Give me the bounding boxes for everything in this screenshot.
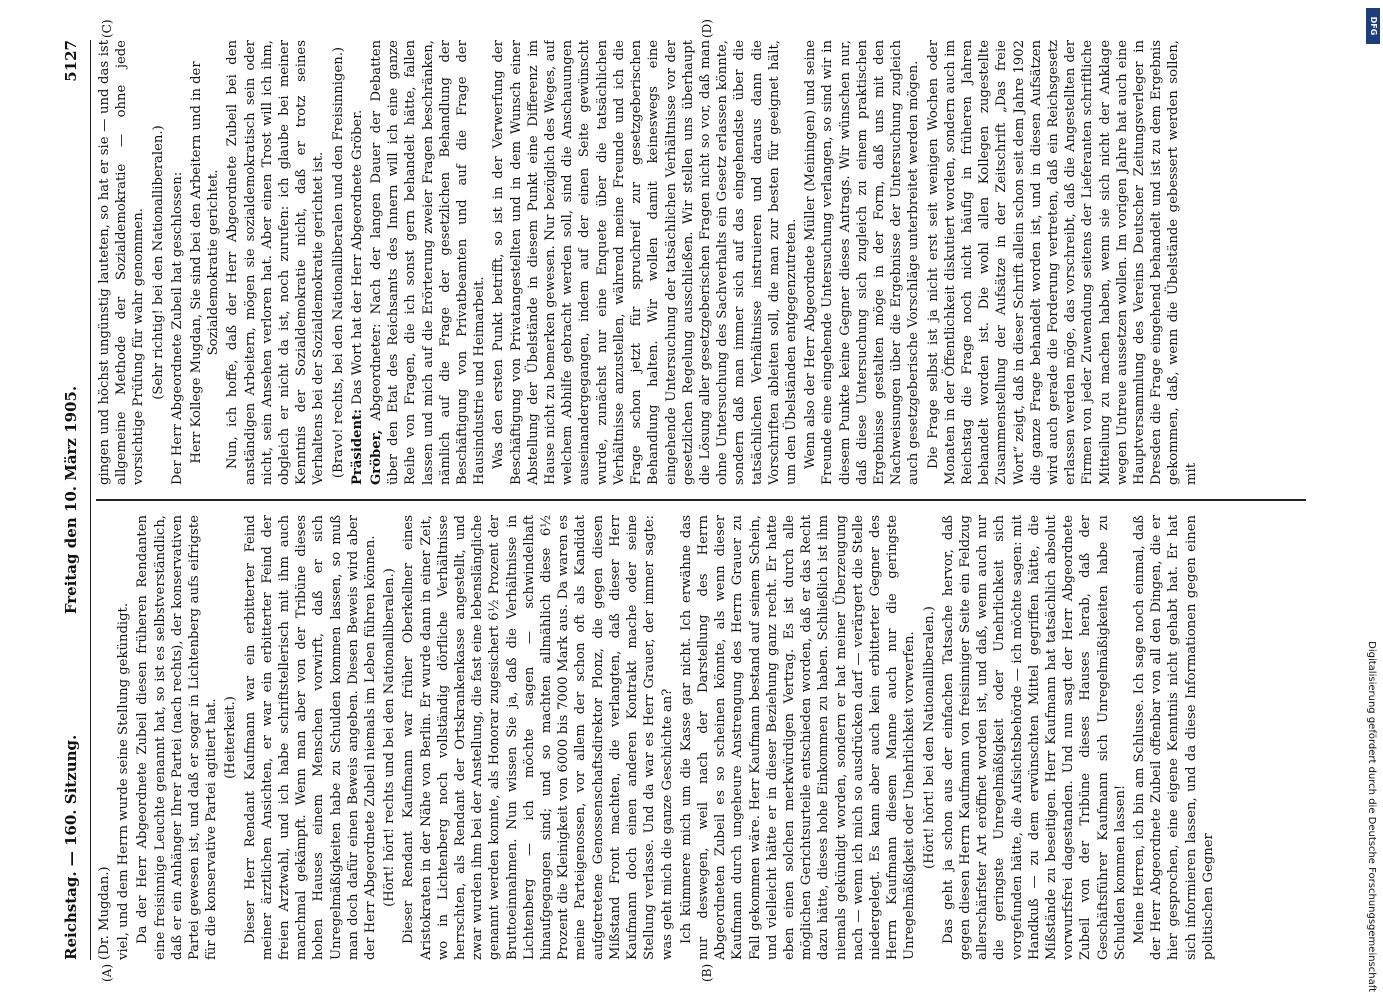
paragraph <box>224 40 327 485</box>
left-column <box>96 515 1311 960</box>
paragraph-text: (Sehr richtig! bei den Nationalliberalen.) <box>150 125 166 400</box>
paragraph-text: Dieser Herr Rendant Kaufmann war ein erbitterter Feind meiner ärztlichen Ansichten, er war ein erbitterter Feind der freien Arztwahl, und ich habe schriftstellerisch mit ihm auch manchmal gekämpft. Wenn man aber von der Tribüne dieses hohen Hauses einem Menschen vorwirft, daß er sich Unregelmäßigkeiten habe zu Schulden kommen lassen, so muß man doch dafür einen Beweis angeben. Diesen Beweis wird aber der Herr Abgeordnete Zubeil niemals im Leben führen können. <box>242 515 379 960</box>
paragraph <box>1131 515 1217 960</box>
paragraph <box>330 40 347 485</box>
paragraph-text: (Heiterkeit.) <box>223 696 239 779</box>
paragraph-text: Das geht ja schon aus der einfachen Tatsache hervor, daß gegen diesen Herrn Kaufmann von freisinniger Seite ein Feldzug allerschärfster Art eröffnet worden ist, und daß, wenn auch nur die geringste Unregelmäßigkeit oder Unehrlichkeit sich vorgefunden hätte, die Aufsichtsbehörde — ich möchte sagen: mit Handkuß — zu dem erwünschten Mittel gegriffen hätte, die Mißstände zu beseitigen. Herr Kaufmann hat tatsächlich absolut vorwurfsfrei dagestanden. Und nun sagt der Herr Abgeordnete Zubeil von der Tribüne dieses Hauses herab, daß der Geschäftsführer Kaufmann sich Unregelmäßigkeiten habe zu Schulden kommen lassen! <box>940 515 1128 960</box>
paragraph <box>921 515 938 960</box>
paragraph-text: viel, und dem Herrn wurde seine Stellung gekündigt. <box>116 602 132 960</box>
margin-marker-c: (C) <box>100 19 114 38</box>
paragraph <box>925 40 1200 485</box>
margin-marker-d: (D) <box>700 19 714 38</box>
rotated-page-content <box>60 19 1320 982</box>
paragraph-text: Abgeordneter: Nach der langen Dauer der Debatten über den Etat des Reichsamts des Innern will ich eine ganze Reihe von Fragen, die ich sonst gern behandelt hätte, fallen lassen und mich auf die Erörterung zweier Fragen beschränken, nämlich auf die Frage der gesetzlichen Behandlung der Beschäftigung von Privatbeamten und auf die Frage der Hausindustrie und Heimarbeit. <box>369 40 488 485</box>
paragraph-text: Wenn also der Herr Abgeordnete Müller (Meiningen) und seine Freunde eine eingehende Untersuchung verlangen, so sind wir in diesem Punkte keine Gegner dieses Antrags. Wir wünschen nur, daß diese Untersuchung sich zugleich zu einem praktischen Ergebnisse gestalten möge in der Form, daß uns mit den Nachweisungen über die Ergebnisse der Untersuchung zugleich auch gesetzgeberische Vorschläge unterbreitet werden mögen. <box>803 40 922 485</box>
column-divider <box>96 500 1306 502</box>
margin-marker-b: (B) <box>700 963 714 982</box>
paragraph <box>678 515 919 960</box>
paragraph-text: Das Wort hat der Herr Abgeordnete Gröber. <box>349 109 365 409</box>
paragraph <box>400 515 675 960</box>
paragraph-text: Ich kümmere mich um die Kasse gar nicht. Ich erwähne das nur deswegen, weil nach der Darstellung des Herrn Abgeordneten Zubeil es so scheinen könnte, als wenn dieser Kaufmann durch ungeheure Anstrengung des Herrn Grauer zu Fall gekommen wäre. Herr Kaufmann bestand auf seinem Schein, und vielleicht hätte er in dieser Beziehung ganz recht. Er hatte eben einen solchen merkwürdigen Vertrag. Es ist durch alle möglichen Gerichtsurteile entschieden worden, daß er das Recht dazu hätte, dieses hohe Einkommen zu haben. Schließlich ist ihm niemals gekündigt worden, sondern er hat meiner Überzeugung nach — wenn ich mich so ausdrücken darf — verärgert die Stelle niedergelegt. Es kann aber auch kein erbitterter Gegner des Herrn Kaufmann diesem Manne auch nur die geringste Unregelmäßigkeit oder Unehrlichkeit vorwerfen. <box>678 515 918 960</box>
dfg-logo: DFG <box>1366 8 1380 44</box>
paragraph <box>940 515 1129 960</box>
header-date: Freitag den 10. März 1905. <box>62 385 80 615</box>
paragraph-text: Der Herr Abgeordnete Zubeil hat geschlossen: <box>169 171 185 485</box>
header-left: Reichstag. — 160. Sitzung. <box>62 734 80 960</box>
paragraph-text: Dieser Rendant Kaufmann war früher Oberkellner eines Aristokraten in der Nähe von Berlin. Er wurde dann in einer Zeit, wo in Lichtenberg noch vollständig dörfliche Verhältnisse herrschten, als Rendant der Ortskrankenkasse angestellt, und zwar wurden ihm bei der Anstellung, die fast eine lebenslängliche genannt werden konnte, als Honorar zugesichert 6½ Prozent der Bruttoeinnahmen. Nun wissen Sie ja, daß die Verhältnisse in Lichtenberg — ich möchte sagen — schwindelhaft hinaufgegangen sind; und so machten allmählich diese 6½ Prozent die Kleinigkeit von 6000 bis 7000 Mark aus. Da waren es meine Parteigenossen, vor allem der schon oft als Kandidat aufgetretene Genossenschaftsdirektor Plonz, die gegen diesen Mißstand Front machten, die verlangten, daß dieser Herr Kaufmann doch einen anderen Kontrakt mache oder seine Stellung verlasse. Und da war es Herr Grauer, der immer sagte: was geht mich die ganze Geschichte an? <box>401 515 675 960</box>
page-header <box>60 40 88 960</box>
speaker-name: Präsident: <box>349 408 365 485</box>
paragraph <box>169 40 186 485</box>
paragraph <box>222 515 239 960</box>
credit-text: Digitalisierung gefördert durch die Deutsche Forschungsgemeinschaft <box>1366 641 1377 992</box>
paragraph <box>349 40 366 485</box>
speaker-name: Gröber, <box>369 429 385 485</box>
right-column <box>96 40 1311 485</box>
paragraph <box>368 40 488 485</box>
paragraph <box>150 40 167 485</box>
paragraph-text: (Dr. Mugdan.) <box>97 866 112 960</box>
paragraph <box>115 515 132 960</box>
paragraph-text: (Hört! hört! bei den Nationalliberalen.) <box>921 606 937 869</box>
paragraph-text: (Bravo! rechts, bei den Nationalliberalen und den Freisinnigen.) <box>330 46 346 479</box>
paragraph <box>188 40 222 485</box>
paragraph <box>96 40 148 485</box>
paragraph-text: (Hört! hört! rechts und bei den Nationalliberalen.) <box>382 568 398 907</box>
margin-marker-a: (A) <box>100 963 114 982</box>
page-number: 5127 <box>62 40 80 82</box>
header-rule <box>90 40 91 960</box>
paragraph <box>242 515 380 960</box>
paragraph-text: gingen und höchst ungünstig lauteten, so hat er sie — und das ist allgemeine Methode der Sozialdemokratie — ohne jede vorsichtige Prüfung für wahr genommen. <box>97 40 147 485</box>
paragraph <box>802 40 922 485</box>
paragraph-text: Meine Herren, ich bin am Schlusse. Ich sage noch einmal, daß der Herr Abgeordnete Zubeil offenbar von all den Dingen, die er hier gesprochen, eine eigene Kenntnis nicht gehabt hat. Er hat sich informieren lassen, und da diese Informationen gegen einen politischen Gegner <box>1131 515 1216 960</box>
paragraph <box>381 515 398 960</box>
paragraph <box>96 515 113 960</box>
paragraph-text: Nun, ich hoffe, daß der Herr Abgeordnete Zubeil bei den anständigen Arbeitern, mögen sie sozialdemokratisch sein oder nicht, sein Ansehen verloren hat. Aber einen Trost will ich ihm, obgleich er nicht da ist, noch zurufen: ich glaube bei meiner Kenntnis der Sozialdemokratie nicht, daß er trotz seines Verhaltens bei der Sozialdemokratie gerichtet ist. <box>225 40 327 485</box>
paragraph-text: Herr Kollege Mugdan, Sie sind bei den Arbeitern und in der Sozialdemokratie gerichtet. <box>189 61 222 464</box>
paragraph <box>490 40 800 485</box>
digitization-credit <box>1362 8 1380 992</box>
paragraph-text: Was den ersten Punkt betrifft, so ist in der Verwerfung der Beschäftigung von Privatangestellten und in dem Wunsch einer Abstellung der Übelstände in diesem Punkt eine Differenz im Hause nicht zu bemerken gewesen. Nur bezüglich des Weges, auf welchem Abhilfe gebracht werden soll, sind die Anschauungen auseinandergegangen, indem auf der einen Seite gewünscht wurde, zunächst nur eine Enquete über die tatsächlichen Verhältnisse anzustellen, während meine Freunde und ich die Frage schon jetzt für spruchreif zur gesetzgeberischen Behandlung halten. Wir wollen damit keineswegs eine eingehende Untersuchung der tatsächlichen Verhältnisse vor der gesetzlichen Regelung ausschließen. Wir stellen uns überhaupt die Lösung aller gesetzgeberischen Fragen nicht so vor, daß man ohne Untersuchung des Sachverhalts ein Gesetz erlassen könnte, sondern daß man immer sich auf das eingehendste über die tatsächlichen Verhältnisse instruieren und daraus dann die Vorschriften ableiten soll, die man zur besten für geeignet hält, um den Übelständen entgegenzutreten. <box>491 40 799 485</box>
paragraph-text: Die Frage selbst ist ja nicht erst seit wenigen Wochen oder Monaten in der Öffentlichkeit diskutiert worden, sondern auch im Reichstag die Frage noch nicht häufig in früheren Jahren behandelt worden ist. Die wohl allen Kollegen zugestellte Zusammenstellung der Aufsätze in der Zeitschrift „Das freie Wort“ zeigt, daß in dieser Schrift allein schon seit dem Jahre 1902 die ganze Frage behandelt worden ist, und in diesen Aufsätzen wird auch gerade die Forderung vertreten, daß ein Reichsgesetz erlassen werden möge, das vorschreibt, daß die Angestellten der Firmen von jeder Zuwendung seitens der Lieferanten schriftliche Mitteilung zu machen haben, wenn sie sich nicht der Anklage wegen Untreue aussetzen wollen. Im vorigen Jahre hat auch eine Hauptversammlung des Vereins Deutscher Zeitungsverleger in Dresden die Frage eingehend behandelt und ist zu dem Ergebnis gekommen, daß, wenn die Übelstände gebessert werden sollen, mit <box>925 40 1199 485</box>
paragraph-text: Da der Herr Abgeordnete Zubeil diesen früheren Rendanten eine freisinnige Leuchte genannt hat, so ist es selbstverständlich, daß er ein Anhänger Ihrer Partei (nach rechts), der konservativen Partei gewesen ist, und daß er sogar in Lichtenberg aufs eifrigste für die konservative Partei agitiert hat. <box>135 515 220 960</box>
paragraph <box>134 515 220 960</box>
